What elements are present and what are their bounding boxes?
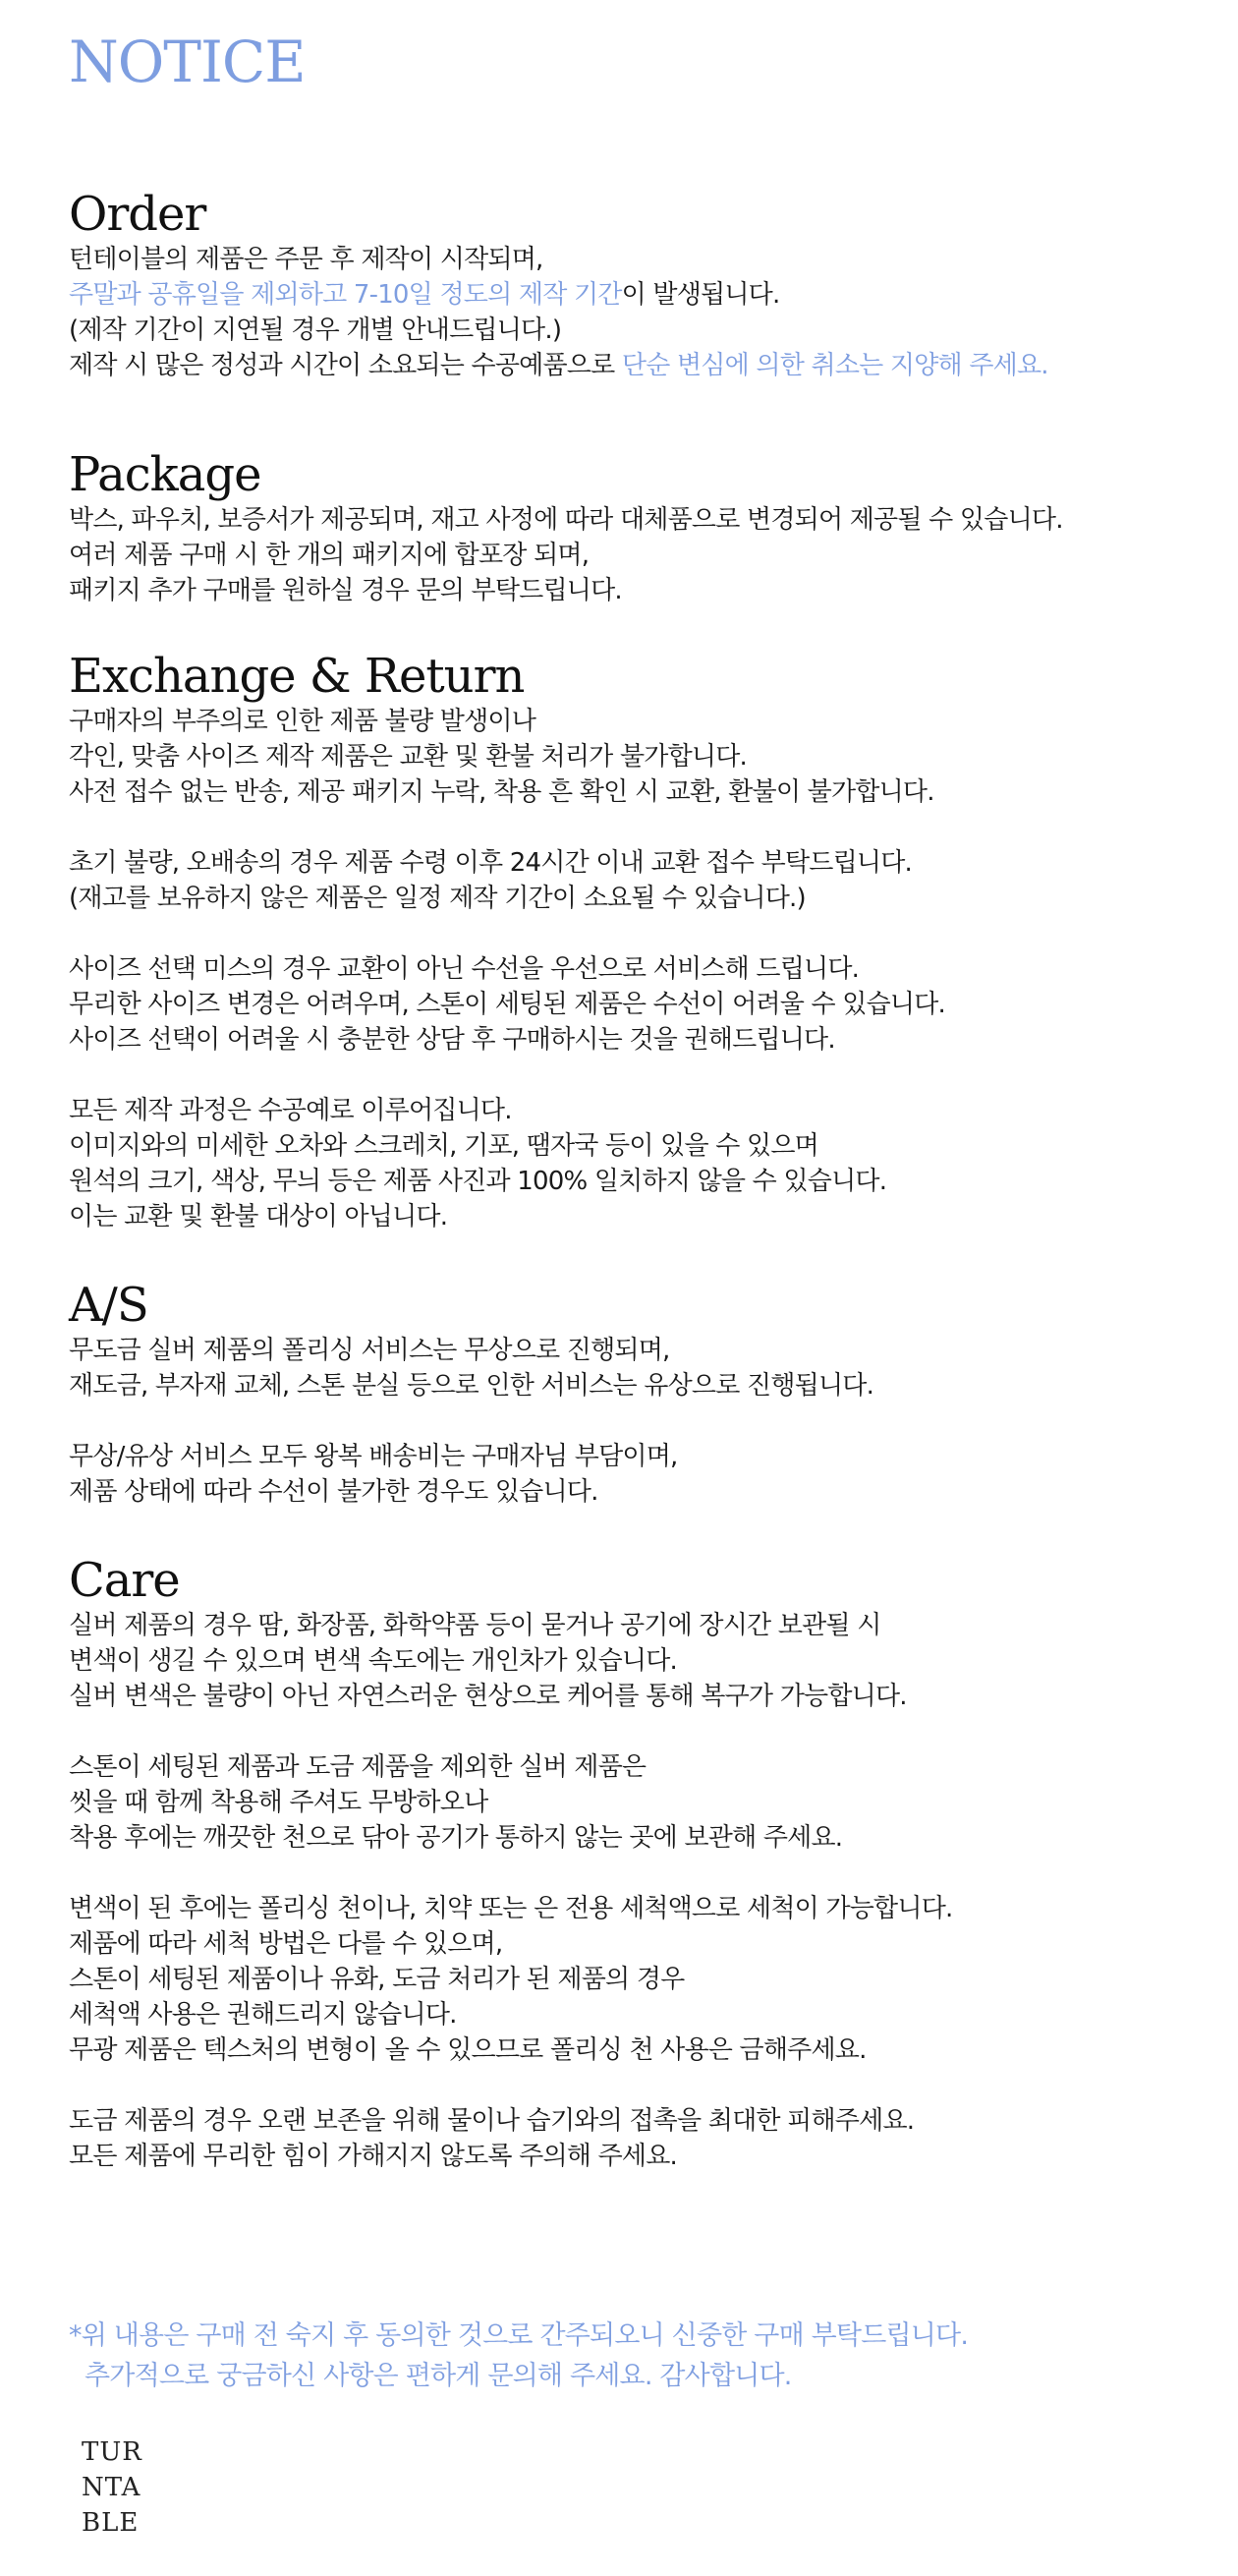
exchange-line: 이는 교환 및 환불 대상이 아닙니다.	[69, 1202, 448, 1231]
exchange-line: (재고를 보유하지 않은 제품은 일정 제작 기간이 소요될 수 있습니다.)	[69, 884, 806, 913]
package-line: 여러 제품 구매 시 한 개의 패키지에 합포장 되며,	[69, 541, 590, 570]
exchange-line: 모든 제작 과정은 수공예로 이루어집니다.	[69, 1096, 512, 1125]
care-line: 변색이 된 후에는 폴리싱 천이나, 치약 또는 은 전용 세척액으로 세척이 가능합니다.	[69, 1894, 953, 1923]
care-line: 무광 제품은 텍스처의 변형이 올 수 있으므로 폴리싱 천 사용은 금해주세요.	[69, 2035, 867, 2065]
care-line: 씻을 때 함께 착용해 주셔도 무방하오나	[69, 1788, 488, 1817]
care-line: 스톤이 세팅된 제품이나 유화, 도금 처리가 된 제품의 경우	[69, 1965, 685, 1994]
exchange-line: 무리한 사이즈 변경은 어려우며, 스톤이 세팅된 제품은 수선이 어려울 수 있습니다.	[69, 990, 946, 1019]
order-line-start: 제작 시 많은 정성과 시간이 소요되는 수공예품으로	[69, 351, 622, 380]
order-line	[69, 348, 1189, 383]
care-line: 착용 후에는 깨끗한 천으로 닦아 공기가 통하지 않는 곳에 보관해 주세요.	[69, 1823, 843, 1853]
as-line: 무도금 실버 제품의 폴리싱 서비스는 무상으로 진행되며,	[69, 1336, 670, 1365]
care-text	[69, 1608, 1189, 2174]
as-line: 제품 상태에 따라 수선이 불가한 경우도 있습니다.	[69, 1477, 598, 1507]
order-highlight-cancel: 단순 변심에 의한 취소는 지양해 주세요.	[621, 351, 1048, 380]
section-exchange-return	[69, 649, 1189, 1234]
care-line: 실버 변색은 불량이 아닌 자연스러운 현상으로 케어를 통해 복구가 가능합니다.	[69, 1682, 907, 1711]
section-package	[69, 447, 1189, 608]
paragraph-gap	[69, 1714, 1189, 1749]
exchange-line: 사이즈 선택이 어려울 시 충분한 상담 후 구매하시는 것을 권해드립니다.	[69, 1025, 835, 1055]
order-line-rest: 이 발생됩니다.	[621, 280, 780, 310]
section-heading-care: Care	[69, 1553, 180, 1608]
exchange-line: 이미지와의 미세한 오차와 스크레치, 기포, 땜자국 등이 있을 수 있으며	[69, 1131, 818, 1161]
footer-note-line: 추가적으로 궁금하신 사항은 편하게 문의해 주세요. 감사합니다.	[84, 2361, 792, 2391]
exchange-line: 원석의 크기, 색상, 무늬 등은 제품 사진과 100% 일치하지 않을 수 있습니다.	[69, 1167, 887, 1196]
paragraph-gap	[69, 1058, 1189, 1093]
paragraph-gap	[69, 1856, 1189, 1891]
brand-logo	[82, 2434, 142, 2541]
order-line: (제작 기간이 지연될 경우 개별 안내드립니다.)	[69, 315, 562, 345]
logo-line: BLE	[82, 2508, 140, 2538]
exchange-line: 초기 불량, 오배송의 경우 제품 수령 이후 24시간 이내 교환 접수 부탁드립니다.	[69, 848, 913, 878]
order-highlight-period: 주말과 공휴일을 제외하고 7-10일 정도의 제작 기간	[69, 280, 622, 310]
section-as	[69, 1278, 1189, 1510]
exchange-text	[69, 704, 1189, 1234]
care-line: 제품에 따라 세척 방법은 다를 수 있으며,	[69, 1929, 503, 1959]
section-care	[69, 1553, 1189, 2174]
care-line: 스톤이 세팅된 제품과 도금 제품을 제외한 실버 제품은	[69, 1752, 647, 1782]
section-heading-package: Package	[69, 447, 261, 502]
exchange-line: 각인, 맞춤 사이즈 제작 제품은 교환 및 환불 처리가 불가합니다.	[69, 742, 748, 772]
section-order	[69, 187, 1189, 383]
package-line: 패키지 추가 구매를 원하실 경우 문의 부탁드립니다.	[69, 576, 622, 605]
footer-note	[69, 2316, 1189, 2396]
exchange-line: 사전 접수 없는 반송, 제공 패키지 누락, 착용 흔 확인 시 교환, 환불이 불가합니다.	[69, 777, 934, 807]
logo-line: TUR	[82, 2437, 142, 2467]
package-text	[69, 502, 1189, 608]
section-heading-as: A/S	[69, 1278, 148, 1333]
care-line: 도금 제품의 경우 오랜 보존을 위해 물이나 습기와의 접촉을 최대한 피해주세요.	[69, 2106, 915, 2136]
care-line: 모든 제품에 무리한 힘이 가해지지 않도록 주의해 주세요.	[69, 2142, 677, 2171]
exchange-line: 사이즈 선택 미스의 경우 교환이 아닌 수선을 우선으로 서비스해 드립니다.	[69, 954, 860, 984]
package-line: 박스, 파우치, 보증서가 제공되며, 재고 사정에 따라 대체품으로 변경되어 제공될 수 있습니다.	[69, 505, 1063, 535]
order-line	[69, 277, 1189, 313]
order-text	[69, 242, 1189, 383]
as-line: 재도금, 부자재 교체, 스톤 분실 등으로 인한 서비스는 유상으로 진행됩니다.	[69, 1371, 874, 1401]
exchange-line: 구매자의 부주의로 인한 제품 불량 발생이나	[69, 707, 536, 736]
as-text	[69, 1333, 1189, 1510]
order-line: 턴테이블의 제품은 주문 후 제작이 시작되며,	[69, 245, 543, 274]
care-line: 실버 제품의 경우 땀, 화장품, 화학약품 등이 묻거나 공기에 장시간 보관될 시	[69, 1611, 881, 1640]
page-title: NOTICE	[69, 29, 306, 95]
paragraph-gap	[69, 1403, 1189, 1439]
care-line: 변색이 생길 수 있으며 변색 속도에는 개인차가 있습니다.	[69, 1646, 677, 1676]
section-heading-order: Order	[69, 187, 206, 242]
paragraph-gap	[69, 2068, 1189, 2103]
paragraph-gap	[69, 916, 1189, 951]
section-heading-exchange-return: Exchange & Return	[69, 649, 525, 704]
care-line: 세척액 사용은 권해드리지 않습니다.	[69, 2000, 457, 2030]
as-line: 무상/유상 서비스 모두 왕복 배송비는 구매자님 부담이며,	[69, 1442, 678, 1471]
paragraph-gap	[69, 810, 1189, 845]
logo-line: NTA	[82, 2473, 141, 2502]
footer-note-line: *위 내용은 구매 전 숙지 후 동의한 것으로 간주되오니 신중한 구매 부탁드립니다.	[69, 2320, 969, 2351]
